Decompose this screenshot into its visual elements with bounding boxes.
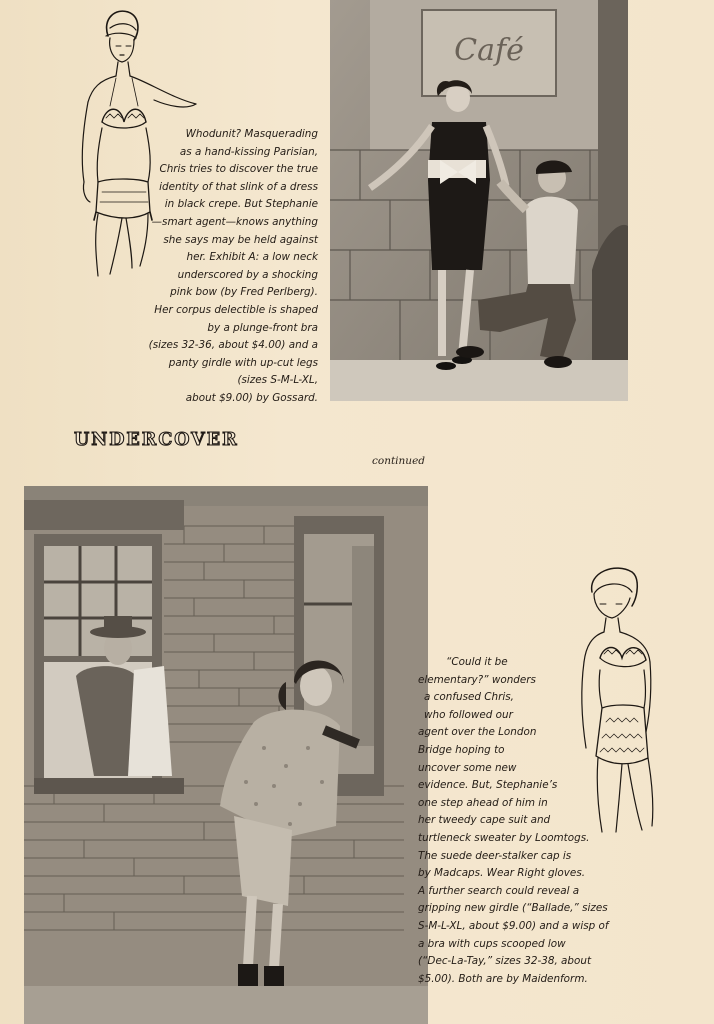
caption-line: Chris tries to discover the true <box>159 163 318 176</box>
cafe-sign-text: Café <box>454 33 524 68</box>
caption-line: agent over the London <box>418 726 537 739</box>
caption-line: evidence. But, Stephanie’s <box>418 779 558 792</box>
caption-line: pink bow (by Fred Perlberg). <box>170 286 318 299</box>
caption-line: Bridge hoping to <box>418 743 505 756</box>
caption-line: “Could it be <box>446 656 508 668</box>
caption-line: a bra with cups scooped low <box>418 937 566 950</box>
caption-line: by a plunge-front bra <box>207 321 318 334</box>
photo-london-window-scene <box>24 486 428 1024</box>
caption-line: panty girdle with up-cut legs <box>168 356 318 369</box>
caption-line: as a hand-kissing Parisian, <box>179 145 318 158</box>
caption-line: her tweedy cape suit and <box>418 814 551 827</box>
caption-top <box>128 126 318 408</box>
caption-line: in black crepe. But Stephanie <box>164 198 318 211</box>
headline-continued: continued <box>372 455 426 467</box>
caption-line: (“Dec-La-Tay,” sizes 32-38, about <box>418 955 592 968</box>
caption-line: —smart agent—knows anything <box>151 215 318 228</box>
caption-line: about $9.00) by Gossard. <box>185 391 318 404</box>
caption-line: turtleneck sweater by Loomtogs. <box>418 831 590 844</box>
caption-line: Whodunit? Masquerading <box>185 128 318 140</box>
caption-line: identity of that slink of a dress <box>159 180 318 193</box>
headline-title: UNDERCOVER <box>74 430 239 450</box>
caption-line: (sizes S-M-L-XL, <box>237 374 318 387</box>
caption-line: a confused Chris, <box>424 691 514 704</box>
caption-line: S-M-L-XL, about $9.00) and a wisp of <box>418 919 609 932</box>
caption-line: The suede deer-stalker cap is <box>418 849 572 862</box>
caption-line: her. Exhibit A: a low neck <box>186 251 318 264</box>
caption-line: Her corpus delectible is shaped <box>154 303 318 316</box>
caption-line: A further search could reveal a <box>418 884 580 897</box>
caption-line: by Madcaps. Wear Right gloves. <box>418 867 586 880</box>
caption-line: who followed our <box>424 708 513 721</box>
caption-line: gripping new girdle (“Ballade,” sizes <box>418 902 608 915</box>
caption-bottom <box>418 654 658 988</box>
caption-line: uncover some new <box>418 761 517 774</box>
caption-line: elementary?” wonders <box>418 673 536 686</box>
caption-line: underscored by a shocking <box>177 268 318 281</box>
caption-line: one step ahead of him in <box>418 796 548 809</box>
photo-cafe-scene <box>330 0 628 401</box>
caption-line: (sizes 32-36, about $4.00) and a <box>148 339 318 352</box>
caption-line: she says may be held against <box>163 233 318 246</box>
caption-line: $5.00). Both are by Maidenform. <box>418 972 588 985</box>
